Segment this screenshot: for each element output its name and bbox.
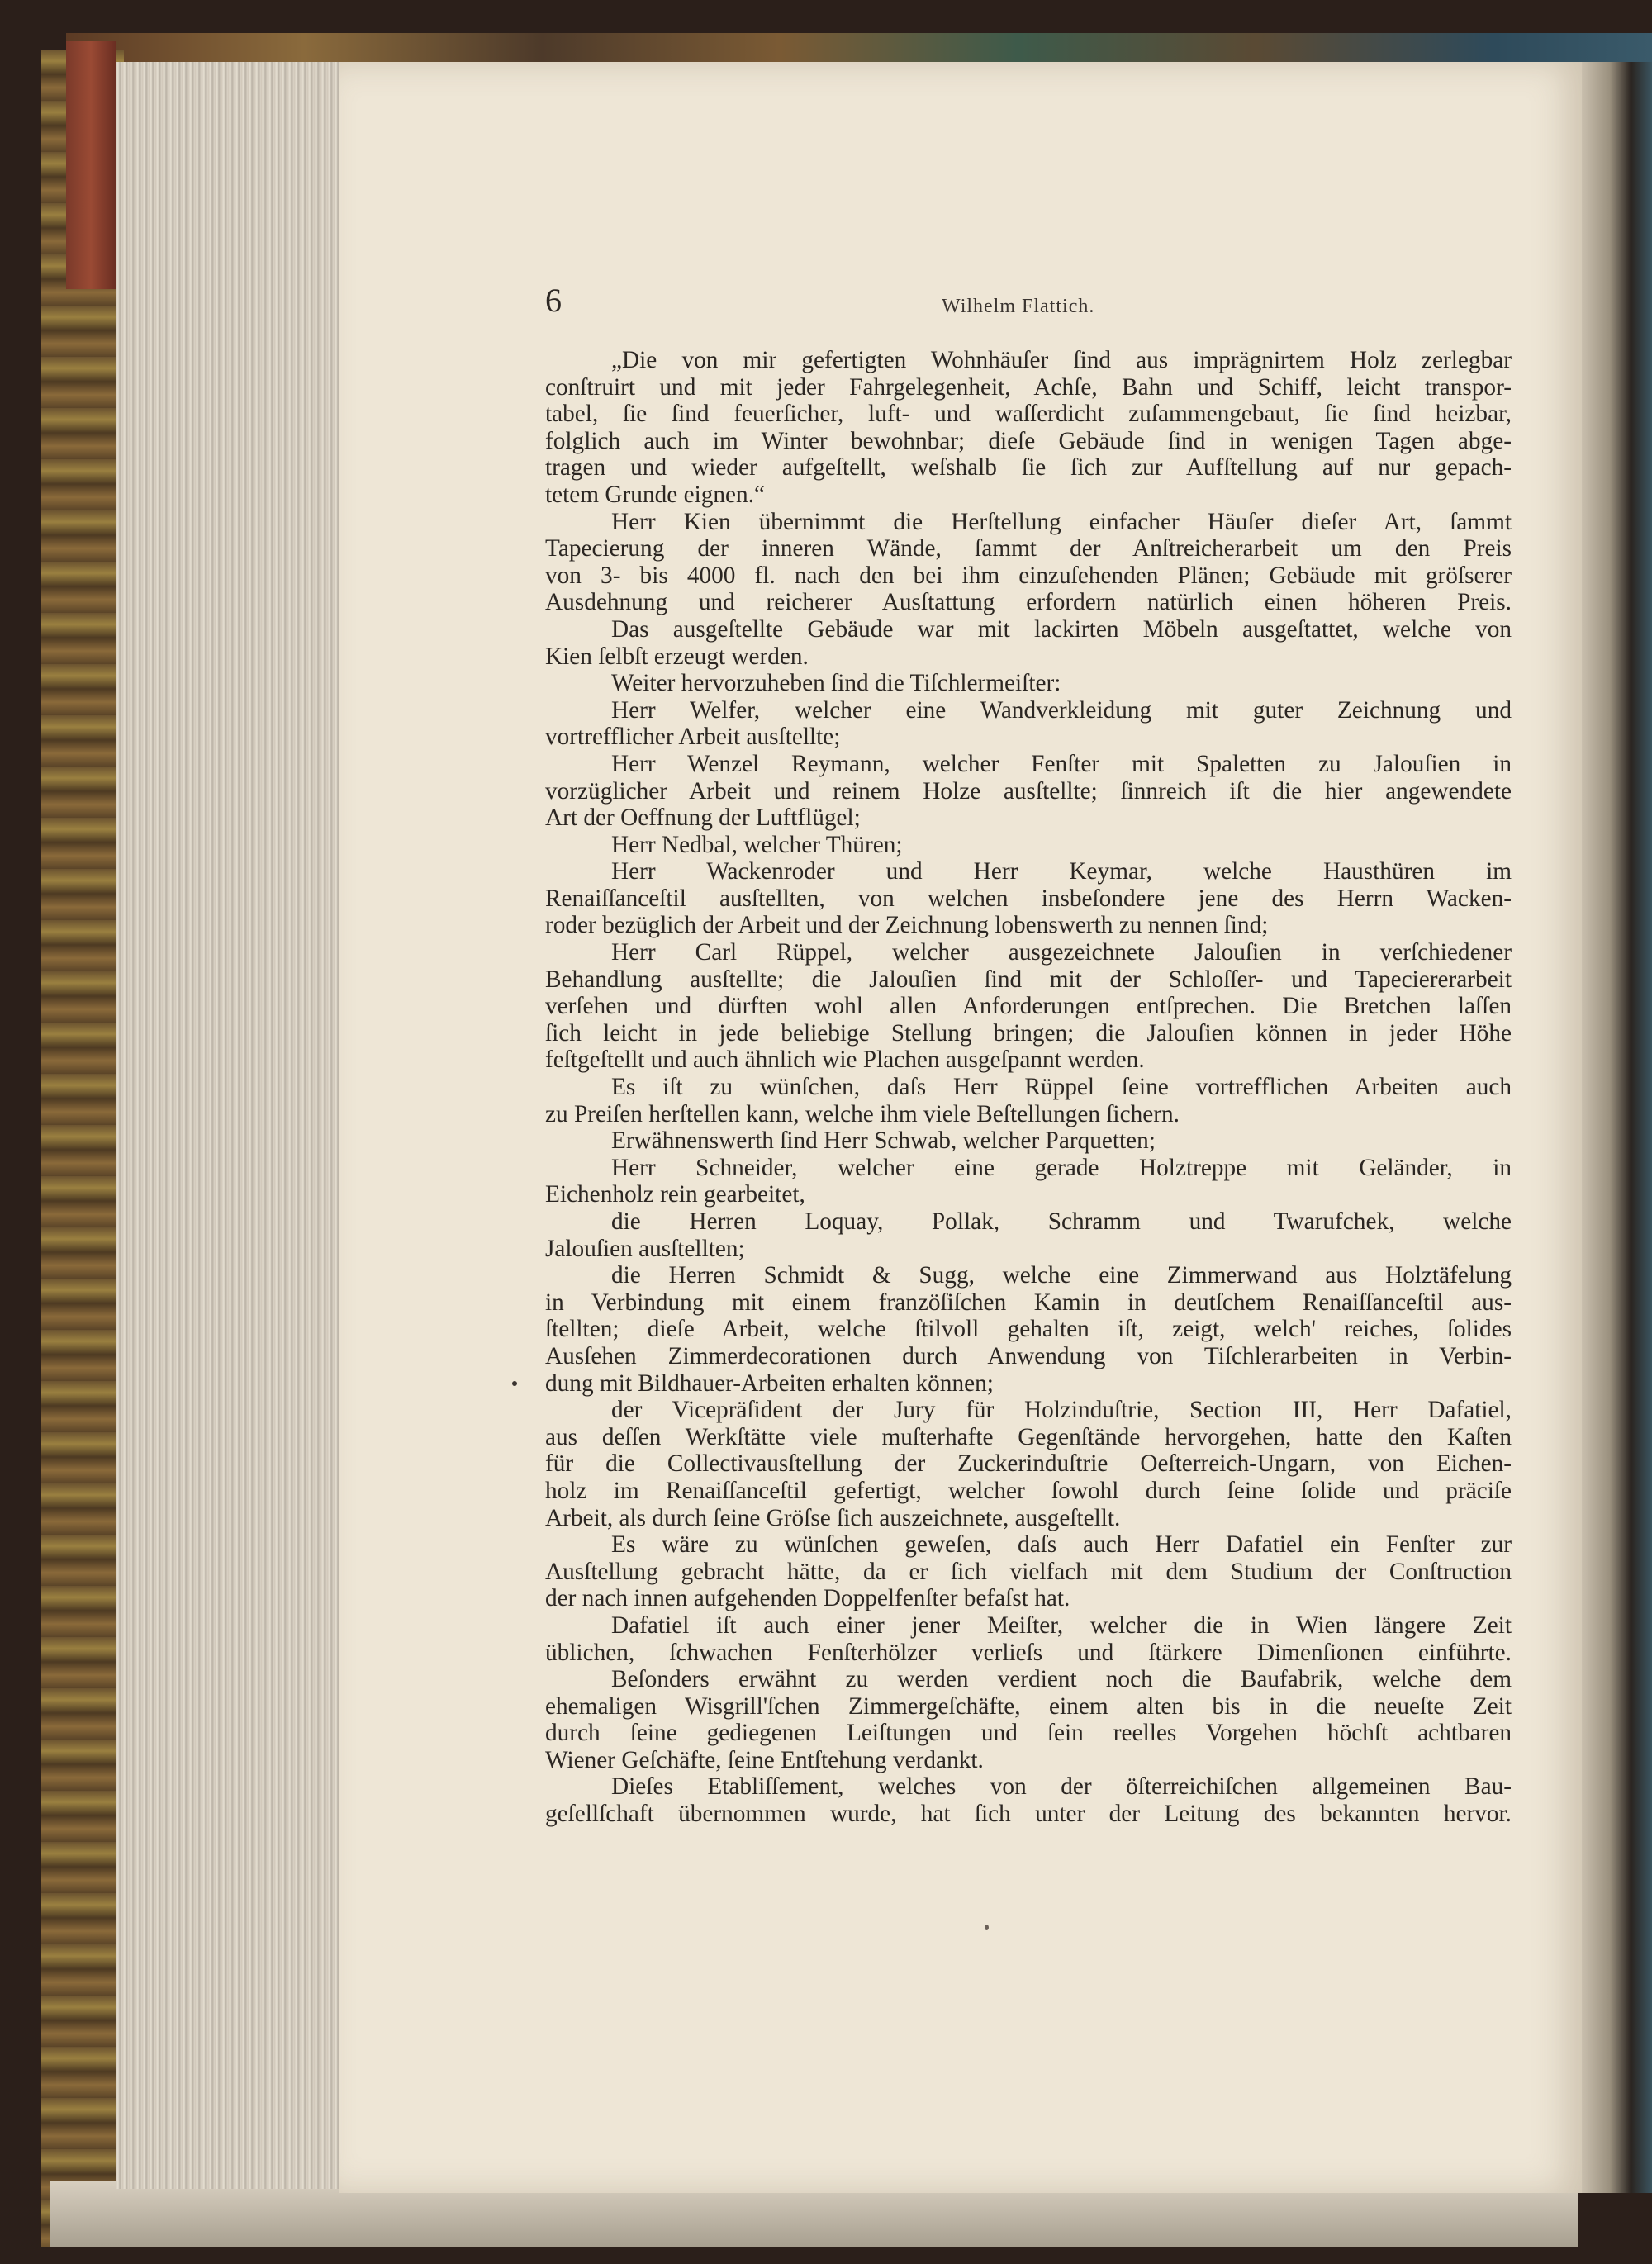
text-line: dung mit Bildhauer-Arbeiten erhalten können;: [545, 1369, 994, 1397]
text-line: conſtruirt und mit jeder Fahrgelegenheit, Achſe, Bahn und Schiff, leicht transpor-: [545, 373, 1512, 401]
text-line: Jalouſien ausſtellten;: [545, 1235, 745, 1262]
text-line: „Die von mir gefertigten Wohnhäuſer ſind aus imprägnirtem Holz zerlegbar: [611, 347, 1512, 373]
text-line: Herr Wackenroder und Herr Keymar, welche Hausthüren im: [611, 858, 1512, 885]
text-line: Es wäre zu wünſchen geweſen, daſs auch Herr Dafatiel ein Fenſter zur: [611, 1531, 1512, 1559]
text-line: der Vicepräſident der Jury für Holzinduſtrie, Section III, Herr Dafatiel,: [611, 1397, 1512, 1424]
text-line: Art der Oeffnung der Luftflügel;: [545, 805, 861, 832]
text-line: Arbeit, als durch ſeine Gröſse ſich auszeichnete, ausgeſtellt.: [545, 1504, 1121, 1531]
page-header: [545, 281, 1512, 322]
text-line: Behandlung ausſtellte; die Jalouſien ſind mit der Schloſſer- und Tapeciererarbeit: [545, 966, 1512, 993]
text-line: vorzüglicher Arbeit und reinem Holze ausſtellte; ſinnreich iſt die hier angewendete: [545, 777, 1512, 805]
text-line: Erwähnenswerth ſind Herr Schwab, welcher Parquetten;: [611, 1127, 1156, 1155]
text-line: geſellſchaft übernommen wurde, hat ſich unter der Leitung des bekannten hervor.: [545, 1801, 1512, 1828]
text-line: Das ausgeſtellte Gebäude war mit lackirten Möbeln ausgeſtattet, welche von: [611, 615, 1512, 643]
text-line: der nach innen aufgehenden Doppelfenſter befaſst hat.: [545, 1585, 1070, 1612]
text-line: Herr Kien übernimmt die Herſtellung einfacher Häuſer dieſer Art, ſammt: [611, 508, 1512, 535]
text-line: Herr Carl Rüppel, welcher ausgezeichnete Jalouſien in verſchiedener: [611, 939, 1512, 966]
text-line: Ausſehen Zimmerdecorationen durch Anwendung von Tiſchlerarbeiten in Verbin-: [545, 1342, 1512, 1369]
text-line: holz im Renaiſſanceſtil gefertigt, welcher ſowohl durch ſeine ſolide und präciſe: [545, 1477, 1512, 1504]
text-line: ehemaligen Wisgrill'ſchen Zimmergeſchäfte, einem alten bis in die neueſte Zeit: [545, 1692, 1512, 1720]
text-line: Es iſt zu wünſchen, daſs Herr Rüppel ſeine vortrefflichen Arbeiten auch: [611, 1074, 1512, 1101]
page-edges: [116, 62, 340, 2189]
text-line: feſtgeſtellt und auch ähnlich wie Plachen ausgeſpannt werden.: [545, 1047, 1145, 1074]
text-line: Renaiſſanceſtil ausſtellten, von welchen insbeſondere jene des Herrn Wacken-: [545, 885, 1512, 912]
text-line: Herr Nedbal, welcher Thüren;: [611, 831, 903, 858]
text-line: folglich auch im Winter bewohnbar; dieſe Gebäude ſind in wenigen Tagen abge-: [545, 427, 1512, 454]
text-line: Herr Welfer, welcher eine Wandverkleidung mit guter Zeichnung und: [611, 696, 1512, 724]
text-line: Herr Wenzel Reymann, welcher Fenſter mit Spaletten zu Jalouſien in: [611, 750, 1512, 777]
text-line: durch ſeine gediegenen Leiſtungen und ſein reelles Vorgehen höchſt achtbaren: [545, 1720, 1512, 1747]
text-line: verſehen und dürften wohl allen Anforderungen entſprechen. Die Bretchen laſſen: [545, 993, 1512, 1020]
text-line: die Herren Loquay, Pollak, Schramm und Twarufchek, welche: [611, 1208, 1512, 1235]
text-line: Dieſes Etabliſſement, welches von der öſterreichiſchen allgemeinen Bau-: [611, 1773, 1512, 1801]
text-line: tetem Grunde eignen.“: [545, 481, 766, 508]
text-line: tragen und wieder aufgeſtellt, weſshalb ſie ſich zur Aufſtellung auf nur gepach-: [545, 454, 1512, 482]
running-head: Wilhelm Flattich.: [942, 296, 1095, 317]
text-line: von 3- bis 4000 fl. nach den bei ihm einzuſehenden Plänen; Gebäude mit gröſserer: [545, 562, 1512, 589]
text-line: üblichen, ſchwachen Fenſterhölzer verlieſs und ſtärkere Dimenſionen einführte.: [545, 1639, 1512, 1666]
body-text: [545, 347, 1512, 1828]
text-line: in Verbindung mit einem franzöſiſchen Kamin in deutſchem Renaiſſanceſtil aus-: [545, 1289, 1512, 1316]
text-line: für die Collectivausſtellung der Zuckerinduſtrie Oeſterreich-Ungarn, von Eichen-: [545, 1450, 1512, 1478]
leather-spine-corner: [66, 41, 116, 289]
text-line: aus deſſen Werkſtätte viele muſterhafte Gegenſtände hervorgehen, hatte den Kaſten: [545, 1423, 1512, 1450]
page-number: 6: [545, 282, 562, 319]
text-line: vortrefflicher Arbeit ausſtellte;: [545, 724, 841, 751]
text-line: Eichenholz rein gearbeitet,: [545, 1181, 805, 1208]
text-line: ſtellten; dieſe Arbeit, welche ſtilvoll gehalten iſt, zeigt, welch' reiches, ſolides: [545, 1316, 1512, 1343]
text-line: Beſonders erwähnt zu werden verdient noch die Baufabrik, welche dem: [611, 1666, 1512, 1693]
marbled-cover-left: [41, 50, 124, 2247]
text-line: Dafatiel iſt auch einer jener Meiſter, welcher die in Wien längere Zeit: [611, 1611, 1512, 1639]
text-line: Ausſtellung gebracht hätte, da er ſich vielfach mit dem Studium der Conſtruction: [545, 1558, 1512, 1585]
text-line: Kien ſelbſt erzeugt werden.: [545, 643, 809, 670]
text-line: Ausdehnung und reicherer Ausſtattung erfordern natürlich einen höheren Preis.: [545, 589, 1512, 616]
text-line: roder bezüglich der Arbeit und der Zeichnung lobenswerth zu nennen ſind;: [545, 912, 1269, 939]
text-line: Herr Schneider, welcher eine gerade Holztreppe mit Geländer, in: [611, 1154, 1512, 1181]
margin-mark: [512, 1381, 517, 1386]
text-line: Wiener Geſchäfte, ſeine Entſtehung verdankt.: [545, 1746, 984, 1773]
ink-speck: [985, 1925, 989, 1930]
text-line: ſich leicht in jede beliebige Stellung bringen; die Jalouſien können in jeder Höhe: [545, 1019, 1512, 1047]
text-line: tabel, ſie ſind feuerſicher, luft- und waſſerdicht zuſammengebaut, ſie ſind heizbar,: [545, 401, 1512, 428]
text-line: Tapecierung der inneren Wände, ſammt der Anſtreicherarbeit um den Preis: [545, 535, 1512, 562]
text-line: zu Preiſen herſtellen kann, welche ihm viele Beſtellungen ſichern.: [545, 1100, 1180, 1127]
gutter-edge: [1582, 62, 1652, 2193]
text-line: Weiter hervorzuheben ſind die Tiſchlermeiſter:: [611, 670, 1061, 697]
text-line: die Herren Schmidt & Sugg, welche eine Zimmerwand aus Holztäfelung: [611, 1262, 1512, 1289]
